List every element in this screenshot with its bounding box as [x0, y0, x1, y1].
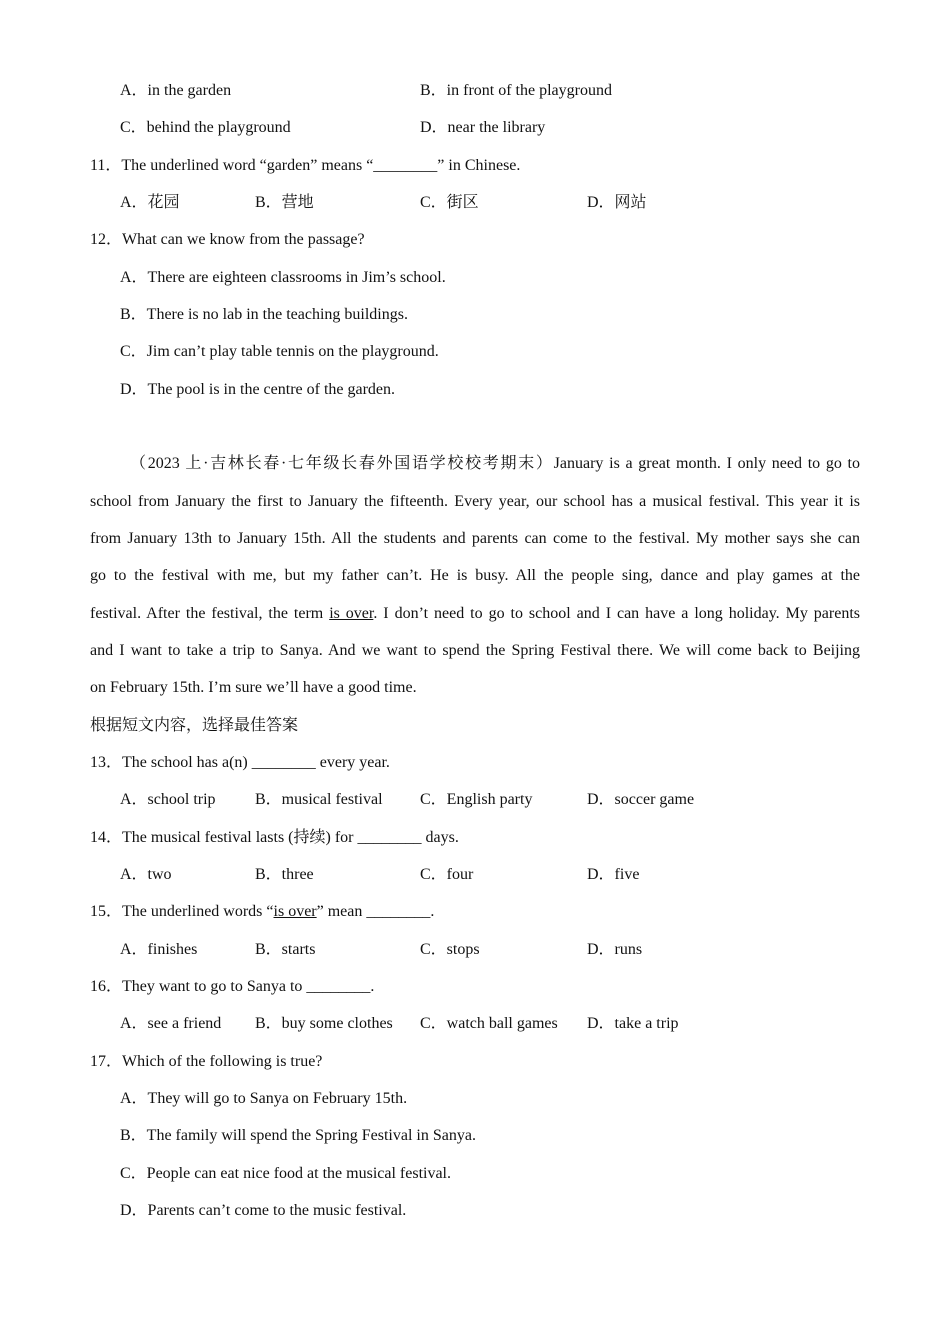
q17-option-d: D．Parents can’t come to the music festival.	[120, 1202, 407, 1219]
q10-option-c: C．behind the playground	[120, 119, 291, 136]
q15-option-b: B．starts	[255, 941, 316, 958]
q11-option-b: B．营地	[255, 194, 314, 211]
q17-stem: 17．Which of the following is true?	[90, 1053, 323, 1070]
passage-line-4: go to the festival with me, but my father can’t. He is busy. All the people sing, dance and play games at the	[90, 567, 860, 584]
passage-source: （2023 上·吉林长春·七年级长春外国语学校校考期末）	[130, 455, 554, 472]
q16-option-a: A．see a friend	[120, 1015, 222, 1032]
passage-underlined-is-over: is over	[329, 605, 374, 622]
q12-option-b: B．There is no lab in the teaching buildings.	[120, 306, 408, 323]
q12-option-c: C．Jim can’t play table tennis on the playground.	[120, 343, 439, 360]
q10-option-a: A．in the garden	[120, 82, 232, 99]
q16-option-b: B．buy some clothes	[255, 1015, 393, 1032]
q12-option-a: A．There are eighteen classrooms in Jim’s school.	[120, 269, 446, 286]
q11-option-c: C．街区	[420, 194, 479, 211]
passage-line-7: on February 15th. I’m sure we’ll have a good time.	[90, 679, 417, 696]
q17-option-a: A．They will go to Sanya on February 15th.	[120, 1090, 408, 1107]
passage-line-2: school from January the first to January the fifteenth. Every year, our school has a musical festival. This year it is	[90, 493, 860, 510]
q11-stem: 11．The underlined word “garden” means “________” in Chinese.	[90, 157, 521, 174]
passage-line-5	[90, 603, 860, 625]
q11-option-d: D．网站	[587, 194, 647, 211]
q15-stem	[90, 901, 434, 923]
q14-option-a: A．two	[120, 866, 172, 883]
q13-option-c: C．English party	[420, 791, 533, 808]
passage-line-5-before: festival. After the festival, the term	[90, 605, 330, 622]
q14-option-b: B．three	[255, 866, 314, 883]
q12-option-d: D．The pool is in the centre of the garden.	[120, 381, 396, 398]
q12-stem: 12．What can we know from the passage?	[90, 231, 365, 248]
passage-line-1-text: January is a great month. I only need to go to	[553, 455, 860, 472]
q14-option-c: C．four	[420, 866, 474, 883]
q16-option-d: D．take a trip	[587, 1015, 679, 1032]
q13-option-a: A．school trip	[120, 791, 216, 808]
q10-option-d: D．near the library	[420, 119, 546, 136]
q15-stem-before: 15．The underlined words “	[90, 903, 274, 920]
q15-option-a: A．finishes	[120, 941, 198, 958]
q10-option-b: B．in front of the playground	[420, 82, 612, 99]
passage-line-5-after: . I don’t need to go to school and I can have a long holiday. My parents	[373, 605, 861, 622]
q15-option-d: D．runs	[587, 941, 643, 958]
passage-line-1	[90, 453, 860, 475]
passage-instruction: 根据短文内容，选择最佳答案	[90, 717, 299, 734]
q16-stem: 16．They want to go to Sanya to ________.	[90, 978, 375, 995]
q14-option-d: D．five	[587, 866, 640, 883]
q14-stem: 14．The musical festival lasts (持续) for ________ days.	[90, 829, 459, 846]
q15-stem-after: ” mean ________.	[316, 903, 435, 920]
q17-option-b: B．The family will spend the Spring Festival in Sanya.	[120, 1127, 476, 1144]
q16-option-c: C．watch ball games	[420, 1015, 558, 1032]
q15-option-c: C．stops	[420, 941, 480, 958]
passage-line-3: from January 13th to January 15th. All the students and parents can come to the festival. My mother says she can	[90, 530, 860, 547]
q13-stem: 13．The school has a(n) ________ every year.	[90, 754, 390, 771]
q13-option-b: B．musical festival	[255, 791, 383, 808]
q13-option-d: D．soccer game	[587, 791, 695, 808]
q17-option-c: C．People can eat nice food at the musical festival.	[120, 1165, 452, 1182]
passage-line-6: and I want to take a trip to Sanya. And we want to spend the Spring Festival there. We will come back to Beijing	[90, 642, 860, 659]
q15-stem-underlined: is over	[273, 903, 317, 920]
q11-option-a: A．花园	[120, 194, 180, 211]
